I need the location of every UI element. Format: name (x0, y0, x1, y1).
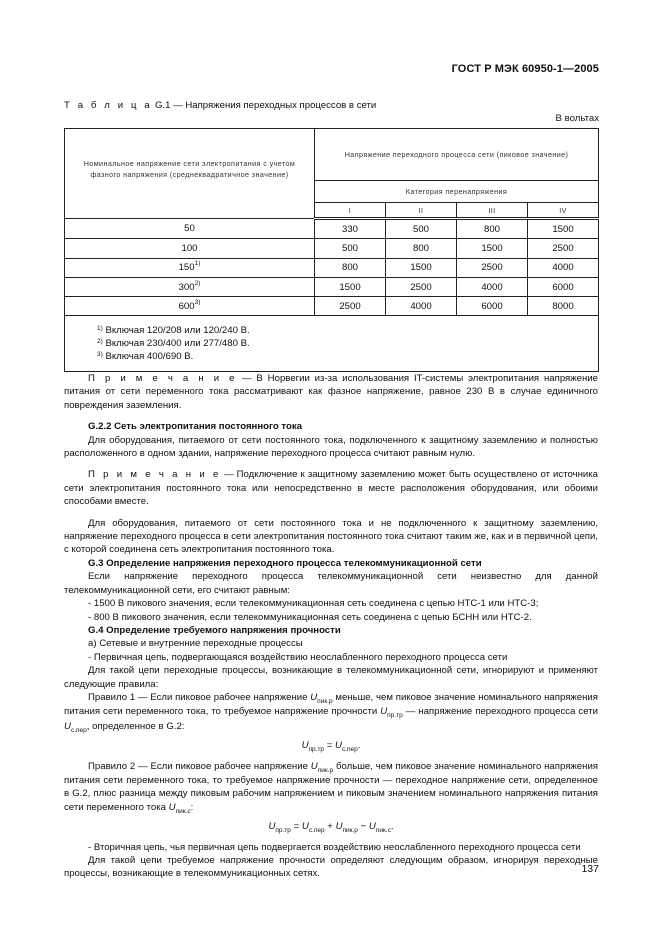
note-paragraph: П р и м е ч а н и е — В Норвегии из-за использования IT-системы электропитания напряжение питания от сети переменного тока рассматривают как фазное напряжение, равное 230 В в случае единичного повреждения заземления. (64, 373, 598, 411)
paragraph: Если напряжение переходного процесса телекоммуникационной сети неизвестно для данной телекоммуникационной сети, его считают равным: (64, 571, 598, 596)
footnote-ref: 3) (194, 298, 201, 306)
footnote: $^{3)}$ Включая 400/690 В. (97, 351, 194, 363)
page-number: 137 (581, 863, 599, 875)
value-cell: 2500 (457, 258, 528, 277)
section-heading-g4: G.4 Определение требуемого напряжения прочности (88, 624, 341, 636)
footnote-ref: 1) (194, 260, 201, 268)
table-footnotes (65, 316, 599, 372)
value-cell: 2500 (386, 277, 457, 296)
column-header-nominal: Номинальное напряжение сети электропитания с учетом фазного напряжения (среднеквадратичное значение) (65, 129, 315, 219)
table-row (65, 219, 599, 239)
nominal-voltage-cell: 100 (65, 239, 315, 258)
document-standard-header: ГОСТ Р МЭК 60950-1—2005 (451, 63, 599, 75)
table-row (65, 277, 599, 296)
document-body (64, 372, 598, 881)
section-heading-g22: G.2.2 Сеть электропитания постоянного тока (88, 421, 302, 433)
paragraph: Для такой цепи переходные процессы, возникающие в телекоммуникационной сети, игнорируют и применяют следующие правила: (64, 665, 598, 690)
list-item: - 800 В пикового значения, если телекоммуникационная сеть соединена с цепью БСНН или НТС-2. (88, 611, 532, 623)
formula-rule-2: $U_{пр.тр} = U_{с.пер} + U_{пик.р} - U_{пик.с}$. (268, 821, 394, 835)
nominal-voltage-cell: 600$^{3)}$ (65, 297, 315, 316)
list-item: - Вторичная цепь, чья первичная цепь подвергается воздействию неослабленного переходного процесса сети (88, 841, 581, 853)
footnote: $^{1)}$ Включая 120/208 или 120/240 В. (97, 325, 250, 337)
column-header-transient: Напряжение переходного процесса сети (пиковое значение) (315, 129, 599, 181)
category-header: III (457, 203, 528, 219)
table-row (65, 258, 599, 277)
nominal-voltage-cell: 300$^{2)}$ (65, 277, 315, 296)
list-item: а) Сетевые и внутренние переходные процессы (88, 638, 303, 650)
paragraph: Для такой цепи требуемое напряжение прочности определяют следующим образом, игнорируя переходные процессы, возникающие в телекоммуникационных сетях. (64, 855, 598, 880)
value-cell: 1500 (315, 277, 386, 296)
formula-rule-1: $U_{пр.тр} = U_{с.пер}$. (301, 740, 361, 754)
value-cell: 6000 (528, 277, 599, 296)
list-item: - Первичная цепь, подвергающаяся воздействию неослабленного переходного процесса сети (88, 651, 508, 663)
table-row (65, 239, 599, 258)
paragraph: Для оборудования, питаемого от сети постоянного тока и не подключенного к защитному заземлению, напряжение переходного процесса в сети электропитания постоянного тока считают таким же, как и в первичной цепи, с которой соединена сеть электропитания постоянного тока. (64, 517, 598, 556)
section-heading-g3: G.3 Определение напряжения переходного процесса телекоммуникационной сети (88, 557, 482, 569)
table-caption-label: Т а б л и ц а (64, 100, 153, 111)
list-item: - 1500 В пикового значения, если телекоммуникационная сеть соединена с цепью НТС-1 или НТС-3; (88, 598, 539, 610)
value-cell: 2500 (528, 239, 599, 258)
note-paragraph: П р и м е ч а н и е — Подключение к защитному заземлению может быть осуществлено от источника сети электропитания постоянного тока или непосредственно в месте расположения оборудования, или обоими способами вместе. (64, 469, 598, 508)
value-cell: 800 (386, 239, 457, 258)
value-cell: 1500 (457, 239, 528, 258)
category-header: I (315, 203, 386, 219)
value-cell: 4000 (457, 277, 528, 296)
value-cell: 4000 (528, 258, 599, 277)
value-cell: 1500 (386, 258, 457, 277)
nominal-voltage-cell: 50 (65, 219, 315, 239)
rule-1-paragraph: Правило 1 — Если пиковое рабочее напряжение $U_{пик.р}$ меньше, чем пиковое значение номинального напряжения питания сети переменного тока, то требуемое напряжение прочности $U_{пр.тр}$ — напряжение переходного процесса сети $U_{с.пер}$, определенное в G.2: (64, 691, 598, 734)
value-cell: 500 (315, 239, 386, 258)
category-header: IV (528, 203, 599, 219)
table-caption (64, 100, 376, 111)
value-cell: 800 (315, 258, 386, 277)
category-header: II (386, 203, 457, 219)
column-header-category: Категория перенапряжения (315, 181, 599, 203)
table-caption-title: G.1 — Напряжения переходных процессов в сети (152, 100, 377, 111)
value-cell: 500 (386, 219, 457, 239)
value-cell: 8000 (528, 297, 599, 316)
table-units: В вольтах (555, 113, 599, 124)
footnote-ref: 2) (194, 279, 201, 287)
value-cell: 800 (457, 219, 528, 239)
rule-2-paragraph: Правило 2 — Если пиковое рабочее напряжение $U_{пик.р}$ больше, чем пиковое значение номинального напряжения питания сети переменного тока, то требуемое напряжение прочности — переходное напряжение сети, определенное в G.2, плюс разница между пиковым рабочим напряжением и пиковым значением номинального напряжения питания сети переменного тока $U_{пик.с}$: (64, 760, 598, 815)
value-cell: 6000 (457, 297, 528, 316)
value-cell: 2500 (315, 297, 386, 316)
transient-voltage-table (64, 128, 598, 372)
table-row (65, 297, 599, 316)
paragraph: Для оборудования, питаемого от сети постоянного тока, подключенного к защитному заземлению и полностью расположенного в одном здании, напряжение переходного процесса считают равным нулю. (64, 434, 598, 460)
value-cell: 330 (315, 219, 386, 239)
nominal-voltage-cell: 150$^{1)}$ (65, 258, 315, 277)
footnote: $^{2)}$ Включая 230/400 или 277/480 В. (97, 338, 250, 350)
value-cell: 4000 (386, 297, 457, 316)
value-cell: 1500 (528, 219, 599, 239)
